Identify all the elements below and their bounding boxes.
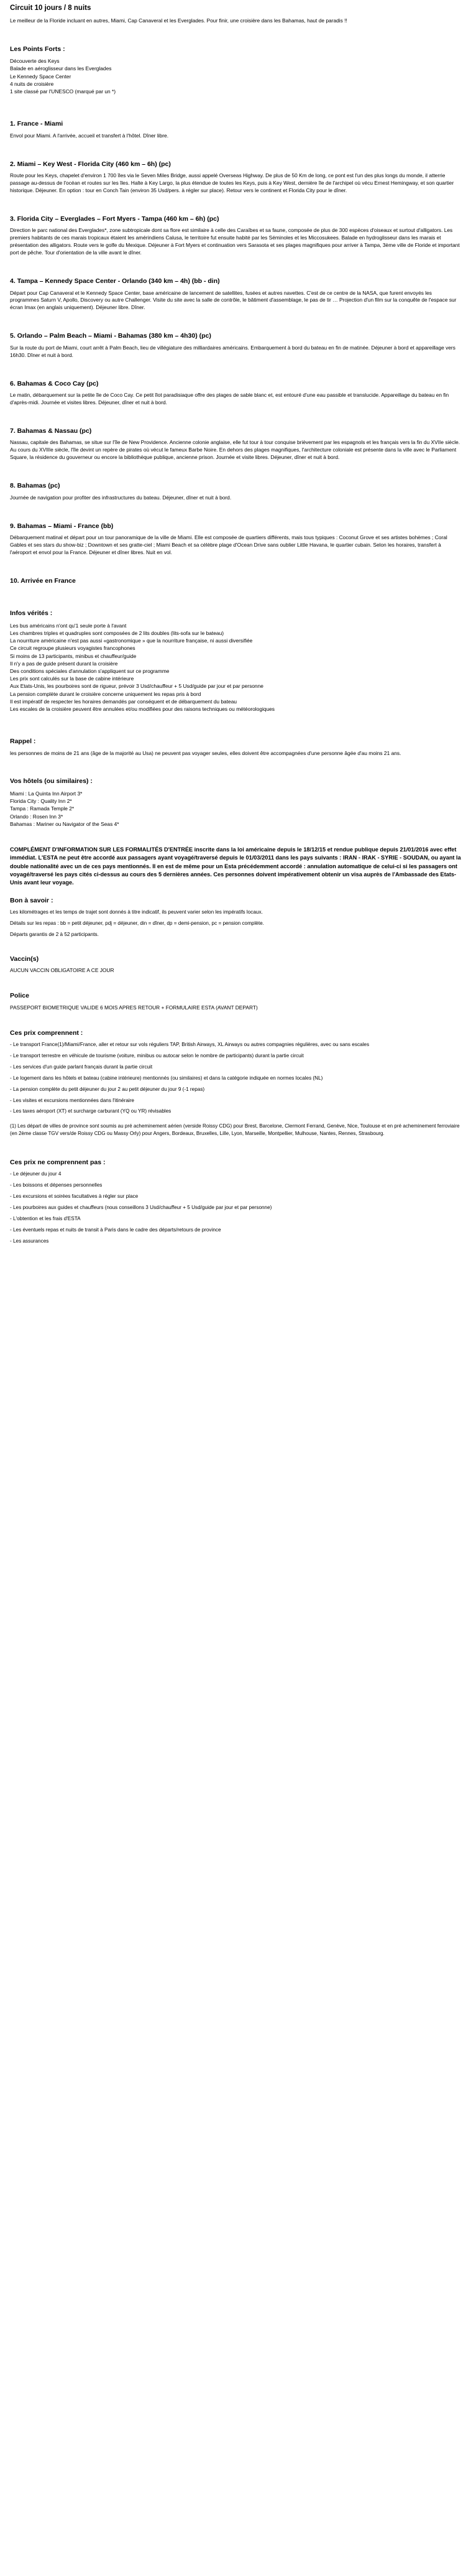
page-title: Circuit 10 jours / 8 nuits [10, 4, 91, 12]
list-item: - Les taxes aéroport (XT) et surcharge carburant (YQ ou YR) révisables [10, 1108, 171, 1114]
day-2-body: Route pour les Keys, chapelet d'environ 1 700 îles via le Seven Miles Bridge, aussi appelé Overseas Highway. De plus de 50 Km de long, ce pont est l'un des plus longs du monde, il atterrie passage au-dessus de l'océan et routes sur les îles. Halte à Key Largo, la plus étendue de toutes les Keys, puis à Key West, dernière île de l'archipel où vécu Ernest Hemingway, et son quartier historique. Déjeuner. En option : tour en Conch Tain (environ 35 Usd/pers. à régler sur place). Retour vers le continent et Florida City pour le dîner. [10, 172, 454, 193]
list-item: 4 nuits de croisière [10, 80, 54, 87]
list-item: Orlando : Rosen Inn 3* [10, 813, 63, 820]
list-item: - L'obtention et les frais d'ESTA [10, 1215, 81, 1221]
list-item: Tampa : Ramada Temple 2* [10, 805, 75, 812]
list-item: - Le logement dans les hôtels et bateau (cabine intérieure) mentionnés (ou similaires) et dans la catégorie indiquée en normes locales (NL) [10, 1075, 323, 1081]
list-item: Des conditions spéciales d'annulation s'appliquent sur ce programme [10, 667, 170, 674]
to-know-line-1: Les kilométrages et les temps de trajet sont donnés à titre indicatif, ils peuvent varier selon les impératifs locaux. [10, 909, 263, 915]
list-item: Les prix sont calculés sur la base de cabine intérieure [10, 675, 134, 682]
list-item: Si moins de 13 participants, minibus et chauffeur/guide [10, 652, 137, 659]
included-list [10, 1041, 461, 1137]
list-item: 1 site classé par l'UNESCO (marqué par un *) [10, 88, 116, 95]
day-6-heading: 6. Bahamas & Coco Cay (pc) [10, 379, 99, 387]
day-7-heading: 7. Bahamas & Nassau (pc) [10, 427, 92, 435]
day-8-body: Journée de navigation pour profiter des infrastructures du bateau. Déjeuner, dîner et nuit à bord. [10, 494, 232, 501]
list-item: - Le transport terrestre en véhicule de tourisme (voiture, minibus ou autocar selon le nombre de participants) durant la partie circuit [10, 1052, 304, 1059]
list-item: - La pension complète du petit déjeuner du jour 2 au petit déjeuner du jour 9 (-1 repas) [10, 1086, 205, 1092]
list-item: La pension complète durant le croisière concerne uniquement les repas pris à bord [10, 690, 201, 697]
list-item: - Le transport France(1)/Miami/France, aller et retour sur vols réguliers TAP, British Airways, XL Airways ou autres compagnies régulières, avec ou sans escales [10, 1042, 370, 1048]
list-item: Ce circuit regroupe plusieurs voyagistes francophones [10, 645, 135, 652]
not-included-list [10, 1170, 461, 1244]
strong-points-list [10, 57, 461, 95]
intro-paragraph: Le meilleur de la Floride incluant en autres, Miami, Cap Canaveral et les Everglades. Pour finir, une croisière dans les Bahamas, haut de paradis !! [10, 17, 347, 24]
list-item: Aux Etats-Unis, les pourboires sont de rigueur, prévoir 3 Usd/chauffeur + 5 Usd/guide par jour et par personne [10, 683, 263, 690]
list-item: - Les pourboires aux guides et chauffeurs (nous conseillons 3 Usd/chauffeur + 5 Usd/guide par jour et par personne) [10, 1204, 272, 1210]
list-item: Balade en aéroglisseur dans les Everglades [10, 65, 112, 72]
list-item: Le Kennedy Space Center [10, 73, 71, 80]
list-item: - Les excursions et soirées facultatives à régler sur place [10, 1193, 139, 1200]
reminder-heading: Rappel : [10, 738, 36, 746]
police-body: PASSEPORT BIOMETRIQUE VALIDE 6 MOIS APRES RETOUR + FORMULAIRE ESTA (AVANT DEPART) [10, 1004, 258, 1011]
day-2-heading: 2. Miami – Key West - Florida City (460 km – 6h) (pc) [10, 160, 171, 168]
reminder-body: les personnes de moins de 21 ans (âge de la majorité au Usa) ne peuvent pas voyager seules, elles doivent être accompagnées d'une personne âgée d'au moins 21 ans. [10, 749, 401, 756]
day-4-heading: 4. Tampa – Kennedy Space Center - Orlando (340 km – 4h) (bb - din) [10, 277, 220, 285]
day-10-heading: 10. Arrivée en France [10, 577, 76, 585]
list-item: - Les visites et excursions mentionnées dans l'itinéraire [10, 1097, 134, 1103]
list-item: - Les boissons et dépenses personnelles [10, 1182, 103, 1188]
day-4-body: Départ pour Cap Canaveral et le Kennedy Space Center, base américaine de lancement de satellites, fusées et autres navettes. C'est de ce centre de la NASA, que furent envoyés les programmes Saturn V, Apollo, Discovery ou autre Challenger. Visite du site avec la salle de contrôle, le bâtiment d'assemblage, le pas de tir … Projection d'un film sur la conquête de l'espace sur écran Imax (en anglais uniquement). Déjeuner libre. Dîner. [10, 289, 457, 311]
document-page [0, 0, 471, 1262]
infos-heading: Infos vérités : [10, 609, 53, 618]
day-5-body: Sur la route du port de Miami, court arrêt à Palm Beach, lieu de villégiature des milliardaires américains. Embarquement à bord du bateau en fin de matinée. Déjeuner à bord et appareillage vers 16h30. Dîner et nuit à bord. [10, 344, 455, 358]
infos-list [10, 622, 461, 713]
day-5-heading: 5. Orlando – Palm Beach – Miami - Bahamas (380 km – 4h30) (pc) [10, 332, 211, 340]
list-item: - Les éventuels repas et nuits de transit à Paris dans le cadre des départs/retours de province [10, 1226, 221, 1233]
day-7-body: Nassau, capitale des Bahamas, se situe sur l'île de New Providence. Ancienne colonie anglaise, elle fut tour à tour conquise brièvement par les espagnols et les français vers la fin du XVIIe siècle. Au cours du XVIIIe siècle, l'île devint un repère de pirates où vécut le fameux Barbe Noire. En dehors des plages magnifiques, l'architecture coloniale est présente dans la ville avec le Parliament Square, la résidence du gouverneur ou encore la bibliothèque publique, ancienne prison. Journée et visite libres. Déjeuner, dîner et nuit à bord. [10, 439, 460, 461]
strong-points-heading: Les Points Forts : [10, 45, 65, 53]
day-9-body: Débarquement matinal et départ pour un tour panoramique de la ville de Miami. Elle est composée de quartiers différents, mais tous typiques : Coconut Grove et ses artistes bohèmes ; Coral Gables et ses stars du show-biz ; Downtown et ses gratte-ciel ; Miami Beach et sa célèbre plage d'Ocean Drive sans oublier Little Havana, le quartier cubain. Selon les horaires, transfert à l'aéroport et envol pour la France. Déjeuner et dîner libres. Nuit en vol. [10, 534, 447, 555]
list-item: Découverte des Keys [10, 58, 60, 65]
not-included-heading: Ces prix ne comprennent pas : [10, 1158, 106, 1166]
list-item: Les chambres triples et quadruples sont composées de 2 lits doubles (lits-sofa sur le bateau) [10, 630, 224, 636]
list-item: Miami : La Quinta Inn Airport 3* [10, 790, 83, 797]
vaccines-body: AUCUN VACCIN OBLIGATOIRE A CE JOUR [10, 967, 114, 974]
day-1-body: Envol pour Miami. A l'arrivée, accueil et transfert à l'hôtel. Dîner libre. [10, 132, 169, 139]
list-item: La nourriture américaine n'est pas aussi «gastronomique » que la nourriture française, ni aussi diversifiée [10, 637, 253, 644]
list-item: Bahamas : Mariner ou Navigator of the Seas 4* [10, 820, 119, 827]
list-item: - Les services d'un guide parlant français durant la partie circuit [10, 1063, 153, 1070]
list-item: Les escales de la croisière peuvent être annulées et/ou modifiées pour des raisons techniques ou météorologiques [10, 705, 275, 712]
formalities-highlight: COMPLÉMENT D'INFORMATION SUR LES FORMALITÉS D'ENTRÉE inscrite dans la loi américaine depuis le 18/12/15 et rendue publique depuis 21/01/2016 avec effet immédiat. L'ESTA ne peut être accordé aux passagers ayant voyagé/traversé depuis le 01/03/2011 dans les pays suivants : IRAN - IRAK - SYRIE - SOUDAN, ou ayant la double nationalité avec un de ces pays mentionnés. Il en est de même pour un Esta précédemment accordé : annulation automatique de celui-ci si les passagers ont voyagé/traversé les pays cités ci-dessus au cours des 5 dernières années. Ces personnes doivent impérativement obtenir un visa auprès de l'Ambassade des Etats-Unis avant leur voyage. [10, 846, 461, 886]
vaccines-heading: Vaccin(s) [10, 955, 39, 963]
included-footnote: (1) Les départ de villes de province sont soumis au pré acheminement aérien (verside Roissy CDG) pour Brest, Barcelone, Clermont Ferrand, Genève, Nice, Toulouse et en pré acheminement ferroviaire (en 2ème classe TGV vers/de Roissy CDG ou Massy Orly) pour Angers, Bordeaux, Bruxelles, Lille, Lyon, Marseille, Montpellier, Mulhouse, Nantes, Rennes, Strasbourg. [10, 1123, 460, 1137]
day-3-heading: 3. Florida City – Everglades – Fort Myers - Tampa (460 km – 6h) (pc) [10, 215, 219, 223]
hotels-heading: Vos hôtels (ou similaires) : [10, 777, 93, 785]
day-1-heading: 1. France - Miami [10, 120, 63, 128]
list-item: Florida City : Quality Inn 2* [10, 798, 72, 805]
list-item: Il est impératif de respecter les horaires demandés par conséquent et de débarquement du bateau [10, 698, 237, 705]
day-3-body: Direction le parc national des Everglades*, zone subtropicale dont sa flore est similaire à celle des Caraïbes et sa faune, composée de plus de 300 espèces d'oiseaux et surtout d'alligators. Les premiers habitants de ces marais tropicaux étaient les amérindiens Calusa, le territoire fut ensuite habité par les Séminoles et les Miccosukees. Balade en hydroglisseur dans les marais et présentation des alligators. Route vers le golfe du Mexique. Déjeuner à Fort Myers et continuation vers Sarasota et ses plages magnifiques pour arriver à Tampa, 3ème ville de Floride et important port de pêche. Tour d'orientation de la ville avant le dîner. [10, 227, 460, 256]
day-8-heading: 8. Bahamas (pc) [10, 482, 60, 490]
day-9-heading: 9. Bahamas – Miami - France (bb) [10, 522, 114, 530]
police-heading: Police [10, 992, 29, 1000]
to-know-line-3: Départs garantis de 2 à 52 participants. [10, 931, 99, 937]
list-item: - Le déjeuner du jour 4 [10, 1171, 62, 1177]
to-know-heading: Bon à savoir : [10, 896, 53, 904]
list-item: Les bus américains n'ont qu'1 seule porte à l'avant [10, 622, 127, 629]
day-6-body: Le matin, débarquement sur la petite île de Coco Cay. Ce petit îlot paradisiaque offre des plages de sable blanc et, est entouré d'une eau passible et translucide. Appareillage du bateau en fin d'après-midi. Journée et visites libres. Déjeuner, dîner et nuit à bord. [10, 392, 449, 406]
list-item: Il n'y a pas de guide présent durant la croisière [10, 660, 118, 667]
included-heading: Ces prix comprennent : [10, 1029, 83, 1037]
to-know-line-2: Détails sur les repas : bb = petit déjeuner, pdj = déjeuner, din = dîner, dp = demi-pension, pc = pension complète. [10, 920, 264, 926]
list-item: - Les assurances [10, 1238, 49, 1244]
hotels-list [10, 790, 461, 828]
